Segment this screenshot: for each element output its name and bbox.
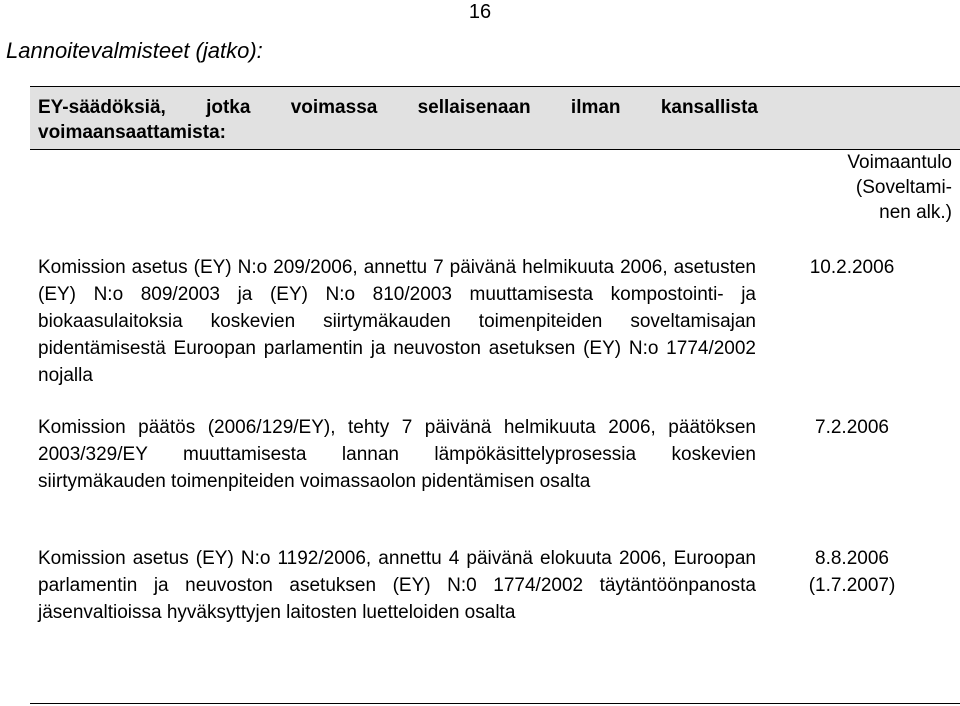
date-column-header-line: (Soveltami- bbox=[855, 177, 952, 198]
date-column-header bbox=[752, 150, 952, 225]
regulation-entry-date bbox=[762, 254, 942, 281]
date-column-header-line: nen alk.) bbox=[879, 202, 952, 223]
entry-date-value: 7.2.2006 bbox=[815, 417, 889, 438]
regulation-entry-date bbox=[762, 414, 942, 441]
entry-date-value: (1.7.2007) bbox=[808, 575, 896, 596]
subheader-text: EY-säädöksiä, jotka voimassa sellaisenaan ilman kansallista voimaansaattamista: bbox=[38, 97, 758, 143]
section-title: Lannoitevalmisteet (jatko): bbox=[6, 38, 263, 63]
regulation-entry-text: Komission asetus (EY) N:o 209/2006, annettu 7 päivänä helmikuuta 2006, asetusten (EY) N:o 809/2003 ja (EY) N:o 810/2003 muuttamisesta kompostointi- ja biokaasulaitoksia koskevien siirtymäkauden toimenpiteiden soveltamisajan pidentämisestä Euroopan parlamentin ja neuvoston asetuksen (EY) N:o 1774/2002 nojalla bbox=[38, 257, 756, 386]
page-number: 16 bbox=[468, 1, 492, 23]
regulation-entry-text: Komission päätös (2006/129/EY), tehty 7 päivänä helmikuuta 2006, päätöksen 2003/329/EY muuttamisesta lannan lämpökäsittelyprosessia koskevien siirtymäkauden toimenpiteiden voimassaolon pidentämisen osalta bbox=[38, 417, 756, 492]
entry-date-value: 10.2.2006 bbox=[809, 257, 895, 278]
date-column-header-line: Voimaantulo bbox=[847, 152, 952, 173]
regulation-entry-date bbox=[762, 545, 942, 599]
table-subheader bbox=[30, 86, 960, 150]
regulation-entry-text: Komission asetus (EY) N:o 1192/2006, annettu 4 päivänä elokuuta 2006, Euroopan parlamentin ja neuvoston asetuksen (EY) N:0 1774/2002 täytäntöönpanosta jäsenvaltioissa hyväksyttyjen laitosten luetteloiden osalta bbox=[38, 548, 756, 623]
table-bottom-rule bbox=[30, 703, 960, 704]
entry-date-value: 8.8.2006 bbox=[815, 548, 889, 569]
